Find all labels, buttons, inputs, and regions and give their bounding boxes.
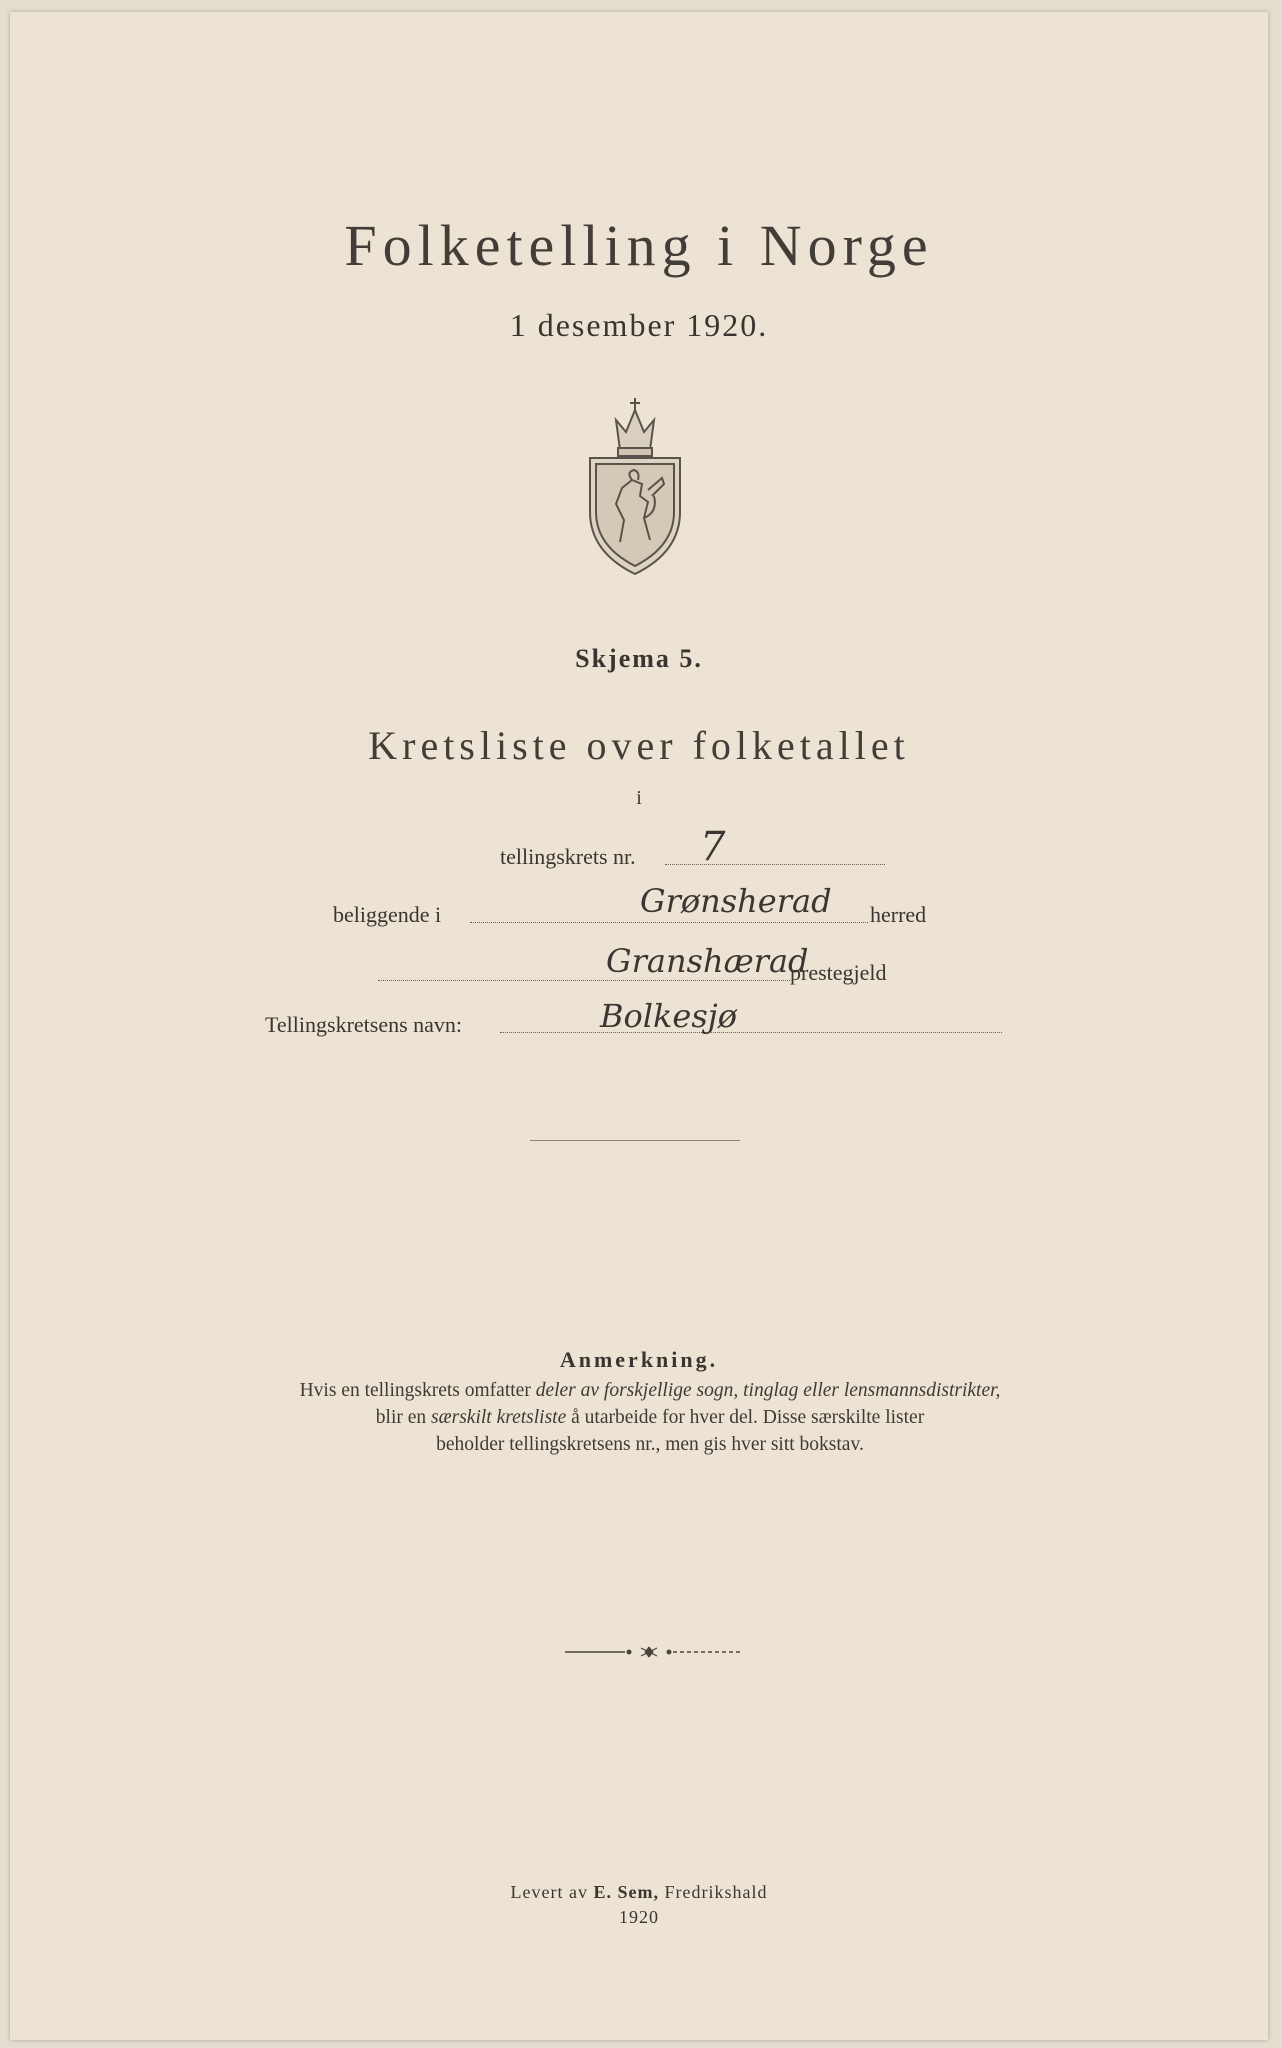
note-line-2a: blir en bbox=[375, 1407, 432, 1428]
district-number-line bbox=[665, 864, 885, 865]
section-divider bbox=[530, 1140, 740, 1141]
schema-number: Skjema 5. bbox=[575, 644, 703, 673]
herred-value: Grønsherad bbox=[640, 882, 832, 920]
district-name-line bbox=[500, 1032, 1002, 1033]
note-text bbox=[210, 1377, 1090, 1458]
printer-credit bbox=[10, 1882, 1268, 1903]
note-line-2b: særskilt kretsliste bbox=[431, 1407, 567, 1428]
divider-ornament-icon bbox=[565, 1645, 740, 1659]
parish-line bbox=[378, 980, 790, 981]
printer-prefix: Levert av bbox=[510, 1882, 594, 1902]
herred-label: herred bbox=[870, 902, 927, 927]
district-number-value: 7 bbox=[700, 824, 726, 870]
document-page bbox=[10, 12, 1268, 2040]
district-number-label: tellingskrets nr. bbox=[500, 844, 636, 869]
document-title: Folketelling i Norge bbox=[344, 213, 934, 278]
printer-name: E. Sem, bbox=[593, 1882, 659, 1902]
printer-city: Fredrikshald bbox=[658, 1882, 768, 1902]
parish-label: prestegjeld bbox=[790, 960, 887, 985]
preposition: i bbox=[636, 787, 642, 809]
printer-year: 1920 bbox=[619, 1907, 659, 1927]
census-date: 1 desember 1920. bbox=[509, 307, 769, 343]
note-line-2c: å utarbeide for hver del. Disse særskilte lister bbox=[566, 1407, 925, 1428]
parish-value: Granshærad bbox=[606, 942, 809, 980]
note-title: Anmerkning. bbox=[559, 1347, 719, 1372]
form-heading: Kretsliste over folketallet bbox=[368, 723, 910, 768]
district-name-label: Tellingskretsens navn: bbox=[265, 1012, 463, 1037]
herred-line bbox=[470, 922, 868, 923]
norwegian-coat-of-arms-icon bbox=[580, 392, 690, 582]
district-name-value: Bolkesjø bbox=[600, 997, 737, 1035]
located-in-label: beliggende i bbox=[333, 902, 442, 927]
note-line-1a: Hvis en tellingskrets omfatter bbox=[299, 1380, 536, 1401]
note-line-3: beholder tellingskretsens nr., men gis hver sitt bokstav. bbox=[436, 1434, 864, 1455]
note-line-1b: deler av forskjellige sogn, tinglag eller lensmannsdistrikter, bbox=[535, 1380, 1001, 1401]
